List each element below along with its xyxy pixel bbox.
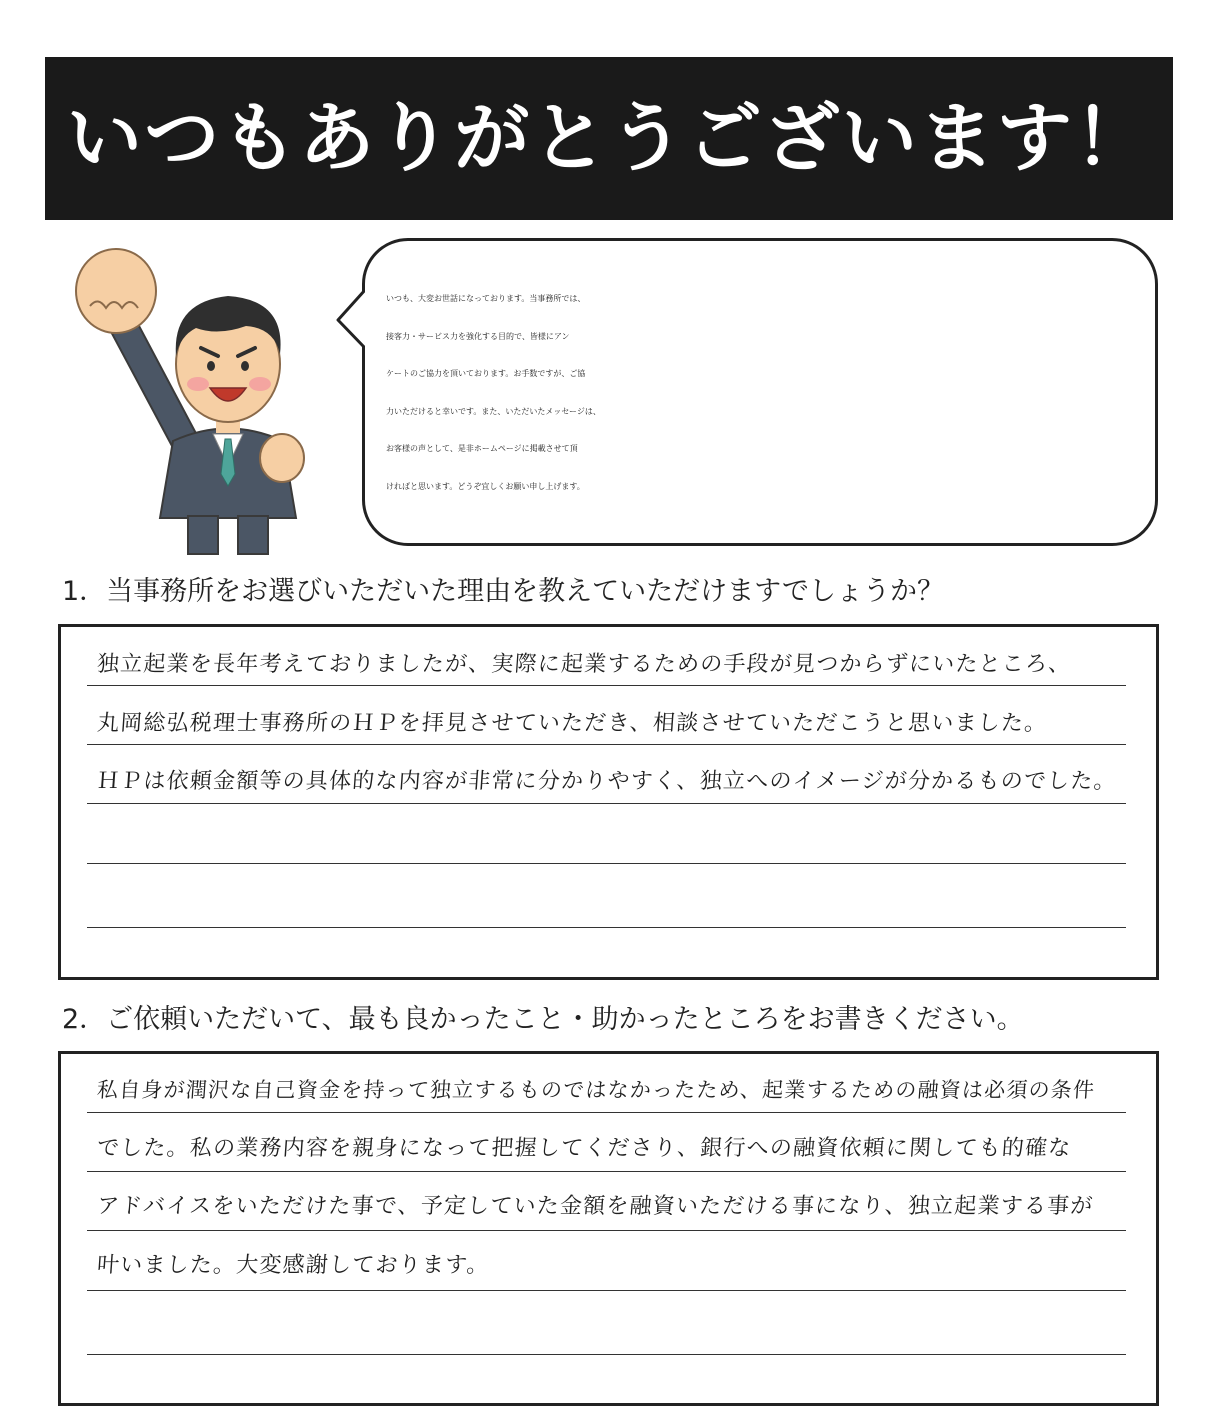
message-line: 接客力・サービス力を強化する目的で、皆様にアン [386,331,570,341]
answer-box-2 [58,1051,1159,1406]
message-line: いつも、大変お世話になっております。当事務所では、 [386,294,586,303]
message-line: ケートのご協力を頂いております。お手数ですが、ご協 [386,369,586,378]
ruled-line [87,863,1126,864]
ruled-line [87,927,1126,928]
ruled-line [87,1230,1126,1231]
answer-1-line: 独立起業を長年考えておりましたが、実際に起業するための手段が見つからずにいたところ、 [96,652,1073,677]
answer-2-line: でした。私の業務内容を親身になって把握してくださり、銀行への融資依頼に関しても的確な [96,1136,1073,1161]
businessman-illustration [68,236,328,556]
message-line: ければと思います。どうぞ宜しくお願い申し上げます。 [386,481,585,491]
question-2-label: 2．ご依頼いただいて、最も良かったこと・助かったところをお書きください。 [62,1004,1024,1035]
answer-2-line: アドバイスをいただけた事で、予定していた金額を融資いただける事になり、独立起業する事が [96,1194,1095,1219]
question-1-label: 1．当事務所をお選びいただいた理由を教えていただけますでしょうか？ [62,576,944,607]
ruled-line [87,744,1126,745]
answer-2-line: 叶いました。大変感謝しております。 [96,1253,491,1278]
page-title: いつもありがとうございます！ [66,93,1152,182]
ruled-line [87,685,1126,686]
ruled-line [87,803,1126,804]
ruled-line [87,1354,1126,1355]
message-line: お客様の声として、是非ホームページに掲載させて頂 [386,444,578,453]
answer-1-line: 丸岡総弘税理士事務所のＨＰを拝見させていただき、相談させていただこうと思いました。 [96,711,1049,736]
answer-1-line: ＨＰは依頼金額等の具体的な内容が非常に分かりやすく、独立へのイメージが分かるものでした。 [96,769,1118,794]
greeting-message [386,280,1156,505]
ruled-line [87,1171,1126,1172]
title-banner [45,57,1173,220]
ruled-line [87,1112,1126,1113]
ruled-line [87,1290,1126,1291]
answer-2-line: 私自身が潤沢な自己資金を持って独立するものではなかったため、起業するための融資は必須の条件 [96,1078,1097,1102]
message-line: 力いただけると幸いです。また、いただいたメッセージは、 [386,406,601,416]
speech-bubble-tail [336,290,370,350]
answer-box-1 [58,624,1159,980]
